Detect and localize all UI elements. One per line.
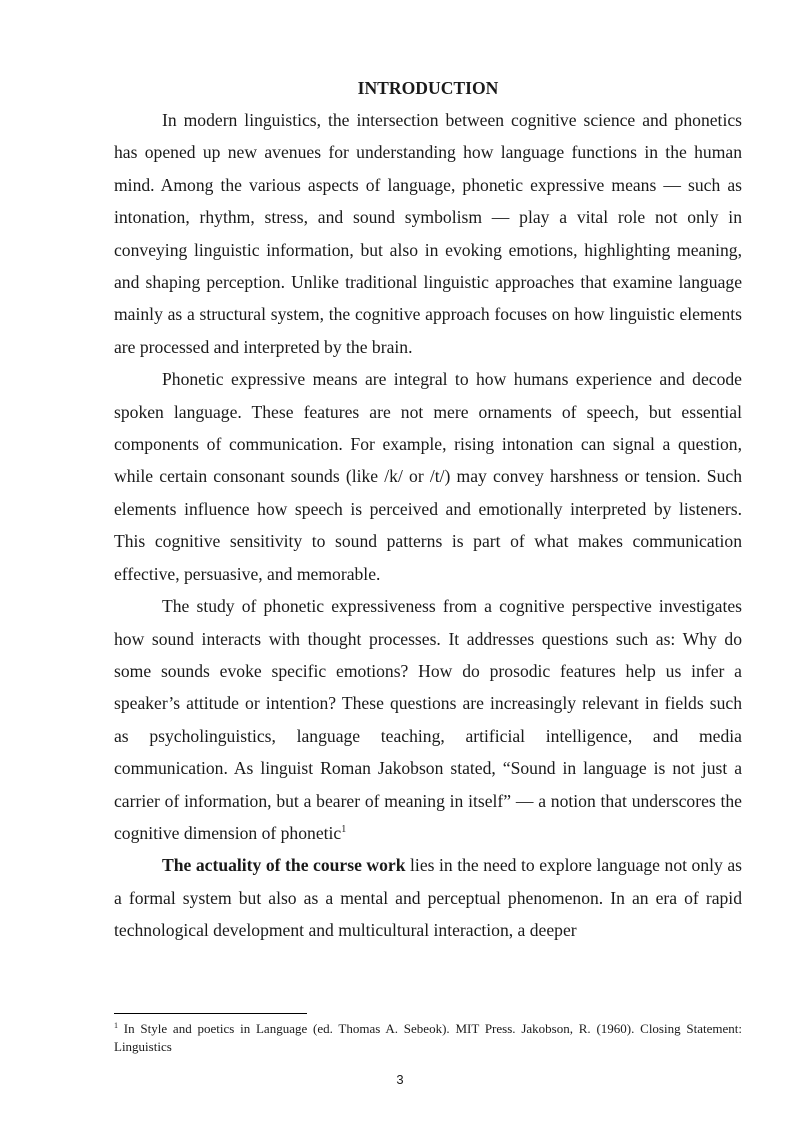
paragraph-2-text: Phonetic expressive means are integral to how humans experience and decode spoken language. These features are not mere ornaments of speech, but essential components of communication. For example, rising intonation can signal a question, while certain consonant sounds (like /k/ or /t/) may convey harshness or tension. Such elements influence how speech is perceived and emotionally interpreted by listeners. This cognitive sensitivity to sound patterns is part of what makes communication effective, persuasive, and memorable. <box>114 369 742 584</box>
paragraph-3 <box>114 590 742 849</box>
footnote-text: In Style and poetics in Language (ed. Thomas A. Sebeok). MIT Press. Jakobson, R. (1960). Closing Statement: Linguistics <box>114 1021 742 1054</box>
paragraph-4-text: lies in the need to explore language not only as a formal system but also as a mental and perceptual phenomenon. In an era of rapid technological development and multicultural interaction, a deeper <box>114 855 742 941</box>
paragraph-1 <box>114 104 742 363</box>
footnote-separator <box>114 1013 307 1014</box>
paragraph-4 <box>114 849 742 946</box>
footnote-number: 1 <box>114 1021 118 1030</box>
paragraph-3-text: The study of phonetic expressiveness from a cognitive perspective investigates how sound interacts with thought processes. It addresses questions such as: Why do some sounds evoke specific emotions? How do prosodic features help us infer a speaker’s attitude or intention? These questions are increasingly relevant in fields such as psycholinguistics, language teaching, artificial intelligence, and media communication. As linguist Roman Jakobson stated, “Sound in language is not just a carrier of information, but a bearer of meaning in itself” — a notion that underscores the cognitive dimension of phonetic <box>114 596 742 843</box>
footnote <box>114 1020 742 1055</box>
paragraph-4-lead: The actuality of the course work <box>162 855 406 876</box>
paragraph-2 <box>114 363 742 590</box>
body-text: INTRODUCTION In modern linguistics, the intersection between cognitive science and phonetics has opened up new avenues for understanding how language functions in the human mind. Among the various aspects of language, phonetic expressive means — such as intonation, rhythm, stress, and sound symbolism — play a vital role not only in conveying linguistic information, but also in evoking emotions, highlighting meaning, and shaping perception. Unlike traditional linguistic approaches that examine language mainly as a structural system, the cognitive approach focuses on how linguistic elements are processed and interpreted by the brain. Phonetic expressive means are integral to how humans experience and decode spoken language. These features are not mere ornaments of speech, but essential components of communication. For example, rising intonation can signal a question, while certain consonant sounds (like /k/ or /t/) may convey harshness or tension. Such elements influence how speech is perceived and emotionally interpreted by listeners. This cognitive sensitivity to sound patterns is part of what makes communication effective, persuasive, and memorable. The study of phonetic expressiveness from a cognitive perspective investigates how sound interacts with thought processes. It addresses questions such as: Why do some sounds evoke specific emotions? How do prosodic features help us infer a speaker’s attitude or intention? These questions are increasingly relevant in fields such as psycholinguistics, language teaching, artificial intelligence, and media communication. As linguist Roman Jakobson stated, “Sound in language is not just a carrier of information, but a bearer of meaning in itself” — a notion that underscores the cognitive dimension of phonetic$^1$ The actuality of the course work lies in the need to explore language not only as a formal system but also as a mental and perceptual phenomenon. In an era of rapid technological development and multicultural interaction, a deeper <box>114 104 742 947</box>
paragraph-1-text: In modern linguistics, the intersection between cognitive science and phonetics has opened up new avenues for understanding how language functions in the human mind. Among the various aspects of language, phonetic expressive means — such as intonation, rhythm, stress, and sound symbolism — play a vital role not only in conveying linguistic information, but also in evoking emotions, highlighting meaning, and shaping perception. Unlike traditional linguistic approaches that examine language mainly as a structural system, the cognitive approach focuses on how linguistic elements are processed and interpreted by the brain. <box>114 110 742 357</box>
page-number: 3 <box>396 1072 404 1087</box>
footnote-reference[interactable]: 1 <box>341 823 347 835</box>
